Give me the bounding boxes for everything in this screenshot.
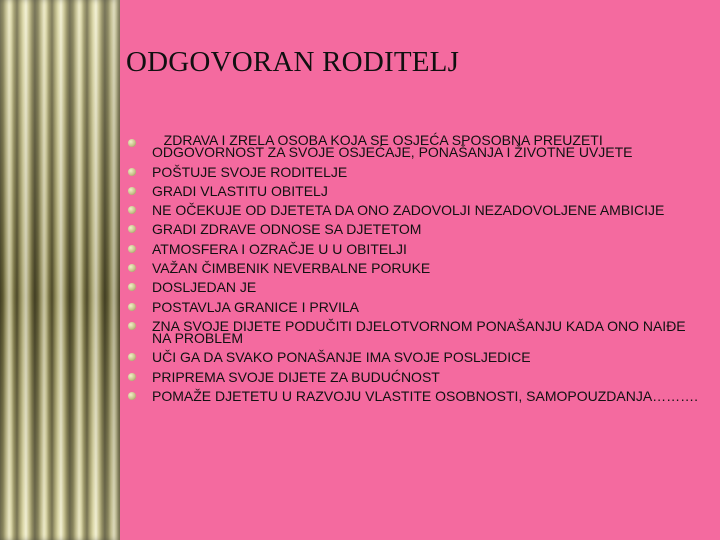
list-item-text: UČI GA DA SVAKO PONAŠANJE IMA SVOJE POSLJEDICE bbox=[152, 349, 531, 366]
list-item-text: POŠTUJE SVOJE RODITELJE bbox=[152, 163, 348, 180]
list-item-text: NE OČEKUJE OD DJETETA DA ONO ZADOVOLJI NEZADOVOLJENE AMBICIJE bbox=[152, 202, 665, 219]
list-item bbox=[126, 349, 706, 366]
bullet-icon bbox=[128, 139, 136, 147]
bullet-icon bbox=[128, 245, 136, 253]
list-item bbox=[126, 279, 706, 296]
list-item bbox=[126, 259, 706, 276]
bullet-icon bbox=[128, 283, 136, 291]
bullet-icon bbox=[128, 225, 136, 233]
list-item bbox=[126, 182, 706, 199]
list-item-text: POSTAVLJA GRANICE I PRVILA bbox=[152, 298, 359, 315]
list-item bbox=[126, 163, 706, 180]
side-panel-shine bbox=[0, 0, 120, 540]
list-item bbox=[126, 298, 706, 315]
bullet-icon bbox=[128, 264, 136, 272]
list-item-text: DOSLJEDAN JE bbox=[152, 279, 257, 296]
bullet-icon bbox=[128, 187, 136, 195]
bullet-icon bbox=[128, 322, 136, 330]
list-item bbox=[126, 317, 706, 347]
list-item bbox=[126, 240, 706, 257]
bullet-icon bbox=[128, 206, 136, 214]
list-item-text: GRADI ZDRAVE ODNOSE SA DJETETOM bbox=[152, 221, 422, 238]
bullet-list bbox=[126, 134, 706, 409]
list-item-text: POMAŽE DJETETU U RAZVOJU VLASTITE OSOBNOSTI, SAMOPOUZDANJA………. bbox=[152, 387, 699, 404]
list-item bbox=[126, 132, 706, 161]
list-item-text: ZDRAVA I ZRELA OSOBA KOJA SE OSJEĆA SPOSOBNA PREUZETI ODGOVORNOST ZA SVOJE OSJEĆAJE, PONAŠANJA I ŽIVOTNE UVJETE bbox=[152, 132, 633, 161]
list-item-text: VAŽAN ČIMBENIK NEVERBALNE PORUKE bbox=[152, 259, 431, 276]
slide-title: ODGOVORAN RODITELJ bbox=[126, 46, 460, 78]
list-item-text: ZNA SVOJE DIJETE PODUČITI DJELOTVORNOM PONAŠANJU KADA ONO NAIĐE NA PROBLEM bbox=[152, 317, 686, 347]
decorative-gold-side-panel bbox=[0, 0, 120, 540]
bullet-icon bbox=[128, 303, 136, 311]
bullet-icon bbox=[128, 373, 136, 381]
list-item bbox=[126, 387, 706, 404]
list-item bbox=[126, 368, 706, 385]
list-item-text: PRIPREMA SVOJE DIJETE ZA BUDUĆNOST bbox=[152, 368, 440, 385]
bullet-icon bbox=[128, 168, 136, 176]
list-item bbox=[126, 202, 706, 219]
bullet-icon bbox=[128, 392, 136, 400]
list-item-text: GRADI VLASTITU OBITELJ bbox=[152, 182, 328, 199]
bullet-icon bbox=[128, 353, 136, 361]
list-item bbox=[126, 221, 706, 238]
list-item-text: ATMOSFERA I OZRAČJE U U OBITELJI bbox=[152, 240, 407, 257]
